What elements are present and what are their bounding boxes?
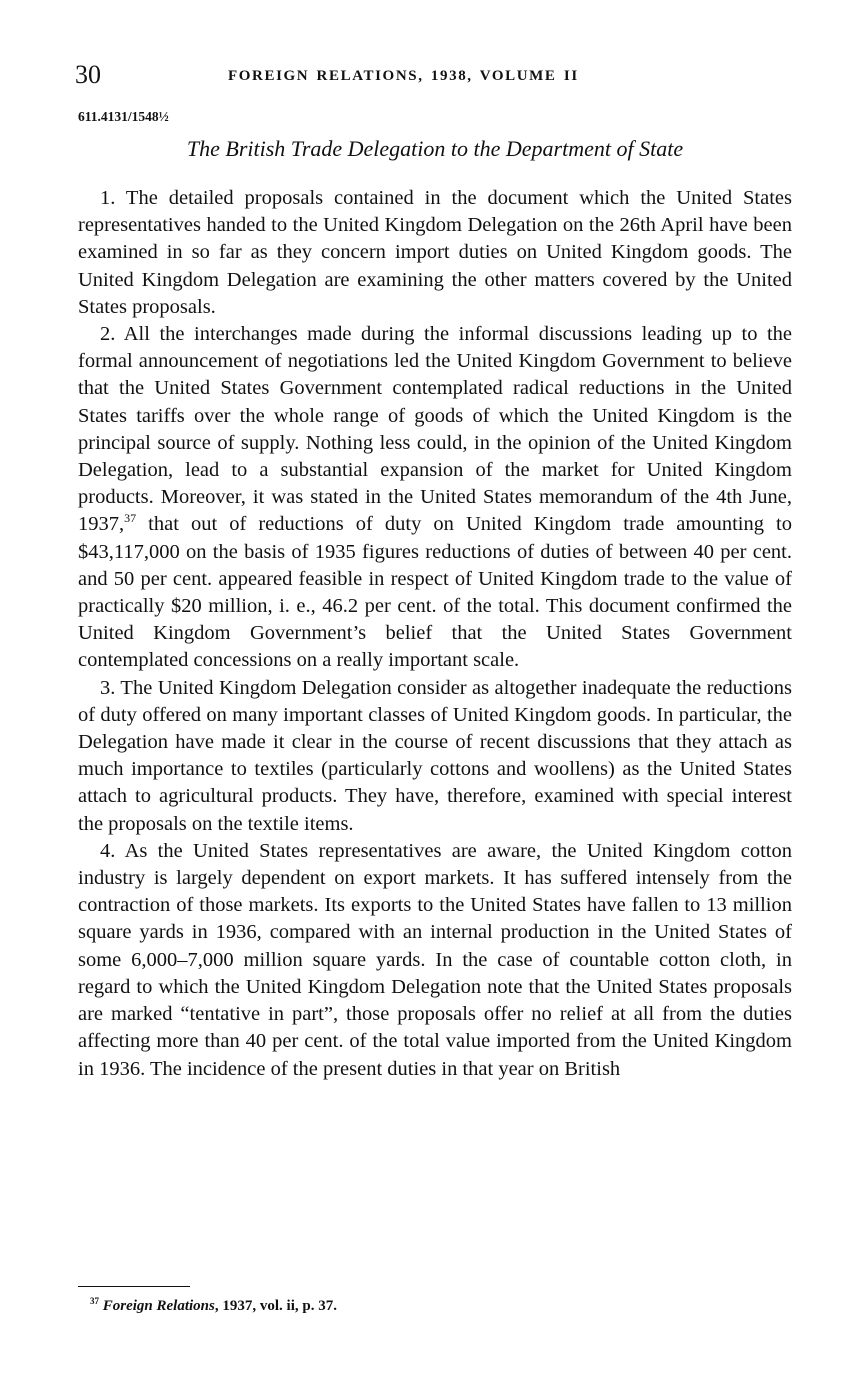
paragraph-2 [78,321,792,675]
footnote [90,1296,337,1316]
paragraph-1: 1. The detailed proposals contained in the document which the United States representatives handed to the United Kingdom Delegation on the 26th April have been examined in so far as they concern import duties on United Kingdom goods. The United Kingdom Delegation are examining the other matters covered by the United States proposals. [78,187,792,318]
footnote-marker: 37 [90,1296,99,1306]
document-body [78,185,792,1083]
paragraph-3: 3. The United Kingdom Delegation consider as altogether inadequate the reductions of duty offered on many important classes of United Kingdom goods. In particular, the Delegation have made it clear in the course of recent discussions that they attach as much importance to textiles (particularly cottons and woollens) as the United States attach to agricultural products. They have, therefore, examined with special interest the proposals on the textile items. [78,676,792,835]
footnote-title: Foreign Relations [102,1298,215,1314]
document-title: The British Trade Delegation to the Department of State [186,136,684,161]
file-number: 611.4131/1548½ [78,109,169,124]
document-page [75,0,792,1380]
footnote-divider [78,1286,190,1287]
footnote-citation: , 1937, vol. ii, p. 37. [214,1298,337,1314]
running-head [75,60,792,94]
page-number: 30 [75,60,101,89]
running-title: FOREIGN RELATIONS, 1938, VOLUME II [228,68,579,84]
paragraph-4: 4. As the United States representatives are aware, the United Kingdom cotton industry is largely dependent on export markets. It has suffered intensely from the contraction of those markets. Its exports to the United States have fallen to 13 million square yards in 1936, compared with an internal production in the United States of some 6,000–7,000 million square yards. In the case of countable cotton cloth, in regard to which the United Kingdom Delegation note that the United States proposals are marked “tentative in part”, those proposals offer no relief at all from the duties affecting more than 40 per cent. of the total value imported from the United Kingdom in 1936. The incidence of the present duties in that year on British [78,839,792,1080]
paragraph-2-part-1: 2. All the interchanges made during the informal discussions leading up to the formal announcement of negotiations led the United Kingdom Government to believe that the United States Government contemplated radical reductions in the United States tariffs over the whole range of goods of which the United Kingdom is the principal source of supply. Nothing less could, in the opinion of the United Kingdom Delegation, lead to a substantial expansion of the market for United Kingdom products. Moreover, it was stated in the United States memorandum of the 4th June, 1937, [78,323,792,536]
footnote-reference: 37 [124,511,137,526]
paragraph-2-part-2: that out of reductions of duty on United Kingdom trade amounting to $43,117,000 on the basis of 1935 figures reductions of duties of between 40 per cent. and 50 per cent. appeared feasible in respect of United Kingdom trade to the value of practically $20 million, i. e., 46.2 per cent. of the total. This document confirmed the United Kingdom Government’s belief that the United States Government contemplated concessions on a really important scale. [78,513,792,672]
